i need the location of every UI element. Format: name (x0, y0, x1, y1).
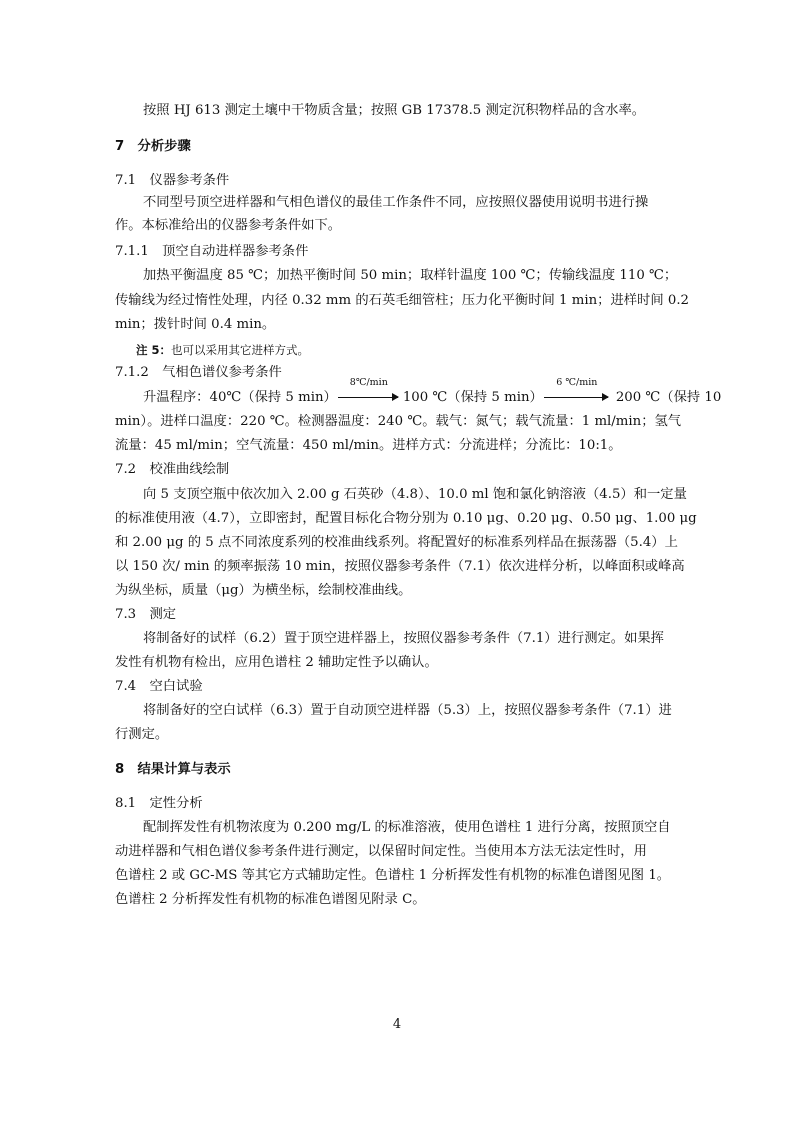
paragraph-line: 的标准使用液（4.7），立即密封，配置目标化合物分别为 0.10 μg、0.20 μg、0.50 μg、1.00 μg (115, 511, 697, 526)
paragraph-line: 流量：45 ml/min；空气流量：450 ml/min。进样方式：分流进样；分流比：10:1。 (115, 438, 622, 453)
subsection-heading-7-3: 7.3 测定 (115, 607, 177, 622)
paragraph-line: 动进样器和气相色谱仪参考条件进行测定，以保留时间定性。当使用本方法无法定性时，用 (115, 844, 647, 859)
paragraph-line: 将制备好的试样（6.2）置于顶空进样器上，按照仪器参考条件（7.1）进行测定。如果挥 (143, 631, 664, 646)
note-5 (136, 341, 309, 359)
subsection-heading-7-2: 7.2 校准曲线绘制 (115, 462, 230, 477)
paragraph-line: 将制备好的空白试样（6.3）置于自动顶空进样器（5.3）上，按照仪器参考条件（7.1）进 (143, 703, 672, 718)
paragraph-line: 不同型号顶空进样器和气相色谱仪的最佳工作条件不同，应按照仪器使用说明书进行操 (143, 195, 649, 210)
subsection-heading-7-4: 7.4 空白试验 (115, 679, 203, 694)
arrow-icon (544, 397, 608, 398)
program-mid: 100 ℃（保持 5 min） (402, 390, 543, 405)
paragraph-line: 为纵坐标，质量（μg）为横坐标，绘制校准曲线。 (115, 583, 412, 598)
note-label: 注 5： (136, 343, 172, 357)
note-text: 也可以采用其它进样方式。 (171, 343, 310, 357)
subsection-heading-7-1-2: 7.1.2 气相色谱仪参考条件 (115, 365, 282, 380)
paragraph-line: 配制挥发性有机物浓度为 0.200 mg/L 的标准溶液，使用色谱柱 1 进行分离，按照顶空自 (143, 820, 671, 835)
subsection-heading-7-1-1: 7.1.1 顶空自动进样器参考条件 (115, 244, 309, 259)
paragraph-line: 以 150 次/ min 的频率振荡 10 min，按照仪器参考条件（7.1）依次进样分析，以峰面积或峰高 (115, 559, 685, 574)
subsection-heading-7-1: 7.1 仪器参考条件 (115, 173, 230, 188)
paragraph-line: 行测定。 (115, 727, 169, 742)
paragraph-line: 按照 HJ 613 测定土壤中干物质含量；按照 GB 17378.5 测定沉积物样品的含水率。 (143, 103, 646, 118)
section-heading-7: 7 分析步骤 (115, 139, 191, 154)
paragraph-line: 向 5 支顶空瓶中依次加入 2.00 g 石英砂（4.8）、10.0 ml 饱和氯化钠溶液（4.5）和一定量 (143, 487, 687, 502)
program-end: 200 ℃（保持 10 (615, 390, 722, 405)
paragraph-line: 传输线为经过惰性处理，内径 0.32 mm 的石英毛细管柱；压力化平衡时间 1 min；进样时间 0.2 (115, 293, 690, 308)
paragraph-line: 和 2.00 μg 的 5 点不同浓度系列的校准曲线系列。将配置好的标准系列样品在振荡器（5.4）上 (115, 535, 678, 550)
ramp-arrow-1 (338, 377, 400, 407)
paragraph-line: min；拨针时间 0.4 min。 (115, 317, 276, 332)
temperature-program-line (143, 377, 722, 407)
paragraph-line: 色谱柱 2 或 GC-MS 等其它方式辅助定性。色谱柱 1 分析挥发性有机物的标准色谱图见图 1。 (115, 868, 671, 883)
paragraph-line: 色谱柱 2 分析挥发性有机物的标准色谱图见附录 C。 (115, 892, 426, 907)
subsection-heading-8-1: 8.1 定性分析 (115, 796, 203, 811)
paragraph-line: min）。进样口温度：220 ℃。检测器温度：240 ℃。载气：氮气；载气流量：1 ml/min；氢气 (115, 414, 682, 429)
paragraph-line: 加热平衡温度 85 ℃；加热平衡时间 50 min；取样针温度 100 ℃；传输线温度 110 ℃； (143, 268, 678, 283)
paragraph-line: 作。本标准给出的仪器参考条件如下。 (115, 218, 342, 233)
page-number: 4 (392, 1017, 402, 1032)
arrow-icon (338, 397, 398, 398)
section-heading-8: 8 结果计算与表示 (115, 762, 231, 777)
ramp-rate-2: 6 ℃/min (556, 377, 598, 388)
paragraph-line: 发性有机物有检出，应用色谱柱 2 辅助定性予以确认。 (115, 655, 438, 670)
ramp-arrow-2 (544, 377, 610, 407)
program-start: 升温程序：40℃（保持 5 min） (143, 390, 337, 405)
ramp-rate-1: 8℃/min (349, 377, 388, 388)
